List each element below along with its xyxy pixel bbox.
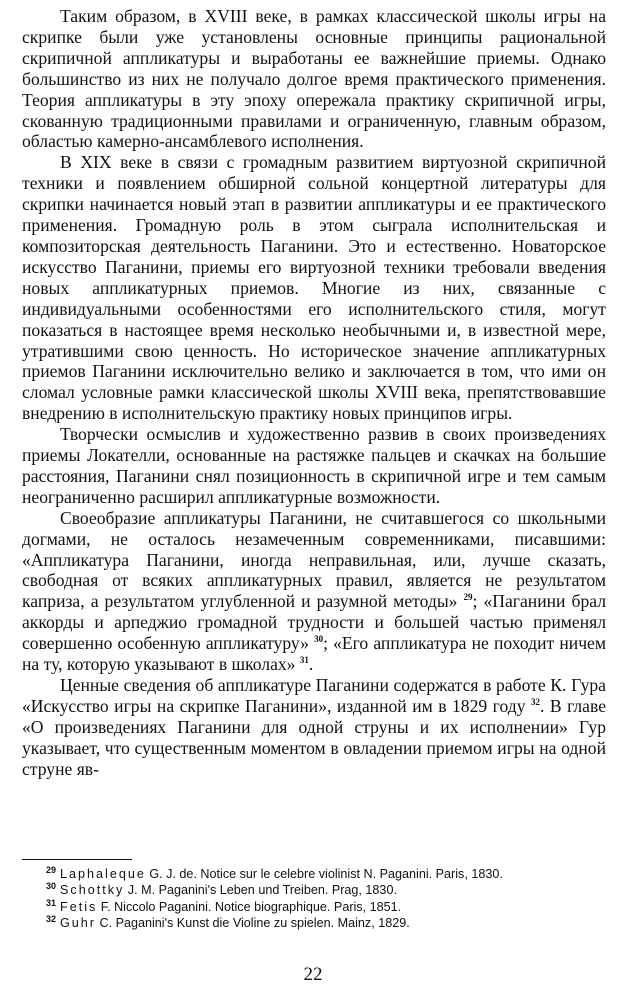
page-number: 22: [303, 964, 323, 985]
footnote-ref-32: 32: [530, 697, 540, 708]
footnote-author: Guhr: [60, 916, 96, 931]
footnotes: [22, 866, 606, 932]
footnote-text: F. Niccolo Paganini. Notice biographique. Paris, 1851.: [97, 899, 402, 914]
footnote-text: J. M. Paganini's Leben und Treiben. Prag, 1830.: [124, 883, 397, 898]
footnote-divider: [22, 859, 132, 860]
footnote-author: Laphaleque: [60, 867, 146, 881]
footnote-number: 32: [45, 914, 56, 925]
paragraph-5-text: Ценные сведения об аппликатуре Паганини содержатся в работе К. Гура «Искусство игры на скрипке Паганини», изданной им в 1829 году: [22, 675, 606, 716]
paragraph-1: Таким образом, в XVIII веке, в рамках классической школы игры на скрипке были уже установлены основные принципы рациональной скрипичной аппликатуры и выработаны ее важнейшие приемы. Однако большинство из них не получало долгое время практического применения. Теория аппликатуры в эту эпоху опережала практику скрипичной игры, скованную традиционными правилами и ограниченную, главным образом, областью камерно-ансамблевого исполнения.: [22, 6, 606, 152]
paragraph-2: В XIX веке в связи с громадным развитием виртуозной скрипичной техники и появлением обширной сольной концертной литературы для скрипки начинается новый этап в развитии аппликатуры и ее практического применения. Громадную роль в этом сыграла исполнительская и композиторская деятельность Паганини. Это и естественно. Новаторское искусство Паганини, приемы его виртуозной техники требовали введения новых аппликатурных приемов. Многие из них, связанные с индивидуальными особенностями его исполнительского стиля, могут показаться в настоящее время несколько необычными и, в известной мере, утратившими свою ценность. Но историческое значение аппликатурных приемов Паганини исключительно велико и заключается в том, что ими он сломал условные рамки классической школы XVIII века, препятствовавшие внедрению в исполнительскую практику новых принципов игры.: [22, 152, 606, 424]
paragraph-4-text: Своеобразие аппликатуры Паганини, не считавшегося со школьными догмами, не осталось незамеченным современниками, писавшими: «Аппликатура Паганини, иногда неправильная, или, лучше сказать, свободная от всяких аппликатурных правил, является не результатом каприза, а результатом углубленной и разумной методы»: [22, 507, 606, 612]
footnote-text: C. Paganini's Kunst die Violine zu spielen. Mainz, 1829.: [96, 916, 410, 931]
paragraph-4-text: ; «Его аппликатура не походит ничем на ту, которую указывают в школах»: [22, 633, 606, 675]
footnote-author: Schottky: [60, 883, 125, 898]
footnote-32: [22, 915, 606, 931]
footnote-number: 29: [45, 864, 56, 875]
paragraph-5: [22, 675, 606, 780]
footnote-ref-31: 31: [299, 655, 309, 666]
footnote-author: Fetis: [60, 899, 98, 914]
paragraph-4-text: ; «Паганини брал аккорды и арпеджио громадной трудности и большей частью применял совершенно особенную аппликатуру»: [22, 591, 606, 654]
footnote-30: [22, 882, 606, 898]
footnote-number: 30: [45, 881, 56, 892]
paragraph-4: [22, 508, 606, 675]
footnote-ref-30: 30: [314, 634, 324, 645]
main-text: [22, 6, 606, 780]
paragraph-4-text: .: [308, 654, 314, 675]
footnote-text: G. J. de. Notice sur le celebre violinist N. Paganini. Paris, 1830.: [145, 867, 503, 881]
footnote-number: 31: [45, 897, 56, 908]
paragraph-3: Творчески осмыслив и художественно развив в своих произведениях приемы Локателли, основанные на растяжке пальцев и скачках на большие расстояния, Паганини снял позиционность в скрипичной игре и тем самым неограниченно расширил аппликатурные возможности.: [22, 424, 606, 507]
footnote-29: [22, 866, 606, 882]
footnote-31: [22, 899, 606, 915]
paragraph-5-text: . В главе «О произведениях Паганини для одной струны и их исполнении» Гур указывает, что существенным моментом в овладении приемом игры на одной струне яв-: [22, 695, 607, 779]
footnote-ref-29: 29: [463, 592, 473, 603]
